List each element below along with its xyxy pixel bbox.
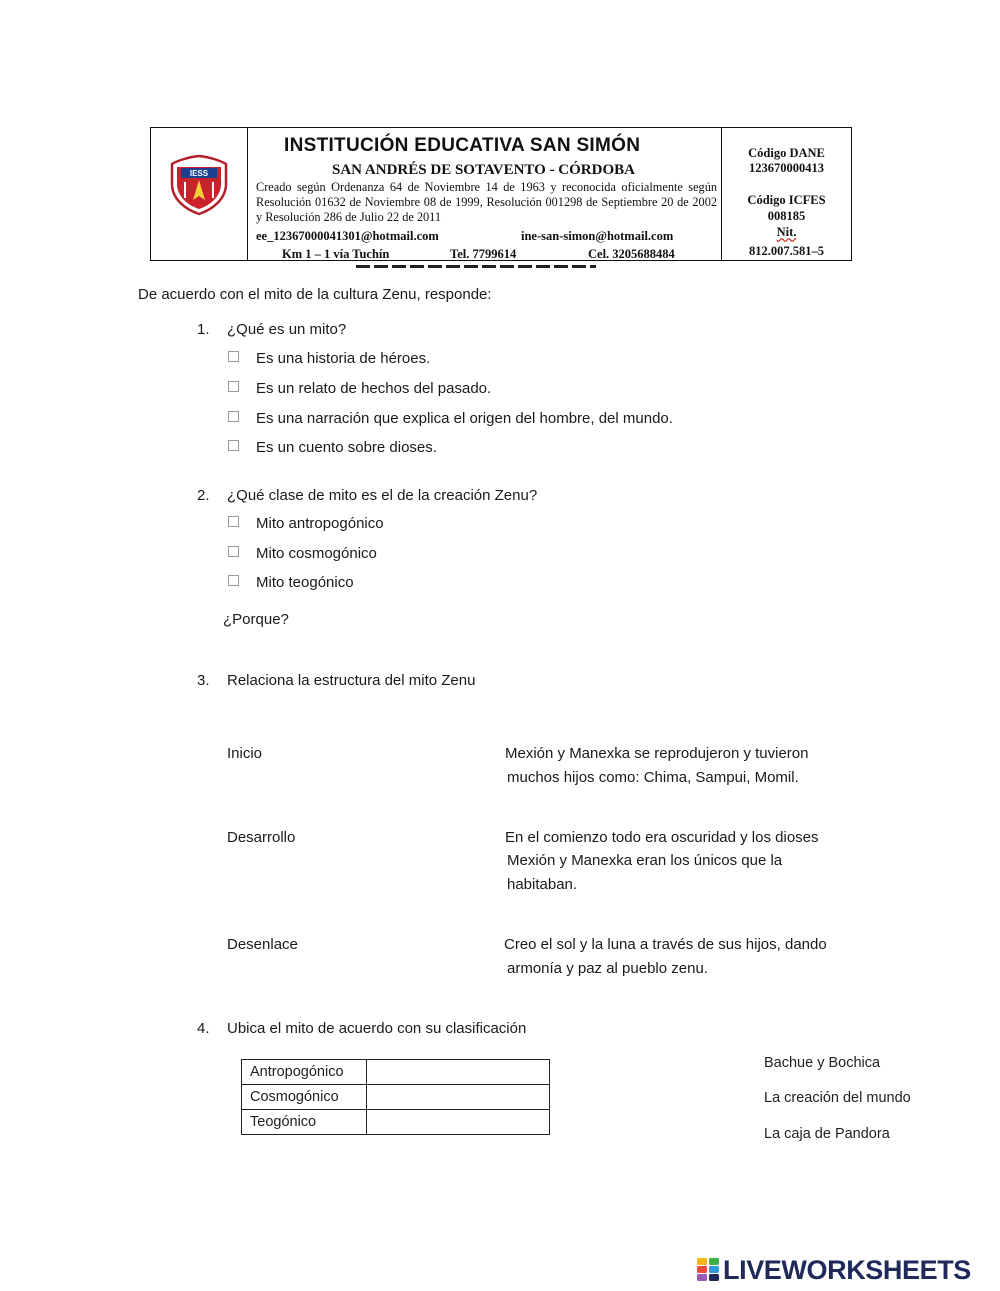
liveworksheets-logo-icon bbox=[697, 1258, 719, 1281]
table-row bbox=[242, 1085, 550, 1110]
q1-option-label: Es un cuento sobre dioses. bbox=[256, 439, 437, 456]
classification-drop-cell[interactable] bbox=[367, 1060, 550, 1085]
q1-option-checkbox[interactable] bbox=[228, 381, 239, 392]
institution-header bbox=[150, 127, 852, 261]
draggable-myth-option[interactable]: La creación del mundo bbox=[764, 1090, 911, 1106]
email-primary: ee_12367000041301@hotmail.com bbox=[256, 229, 439, 243]
q2-option-label: Mito teogónico bbox=[256, 574, 354, 591]
q2-option-label: Mito cosmogónico bbox=[256, 545, 377, 562]
structure-label-desenlace[interactable]: Desenlace bbox=[227, 936, 298, 953]
q2-option-checkbox[interactable] bbox=[228, 546, 239, 557]
q1-option-checkbox[interactable] bbox=[228, 440, 239, 451]
institution-codes bbox=[721, 128, 851, 260]
q1-option-label: Es una narración que explica el origen del hombre, del mundo. bbox=[256, 410, 673, 427]
q3-question: Relaciona la estructura del mito Zenu bbox=[227, 672, 476, 689]
q1-option-checkbox[interactable] bbox=[228, 351, 239, 362]
dane-value: 123670000413 bbox=[749, 161, 824, 175]
brand-wordmark: LIVEWORKSHEETS bbox=[723, 1255, 971, 1285]
q1-option-label: Es un relato de hechos del pasado. bbox=[256, 380, 492, 397]
draggable-myth-option[interactable]: Bachue y Bochica bbox=[764, 1055, 881, 1071]
q2-option-checkbox[interactable] bbox=[228, 575, 239, 586]
institution-info bbox=[248, 128, 721, 260]
structure-label-desarrollo[interactable]: Desarrollo bbox=[227, 829, 296, 846]
structure-label-inicio[interactable]: Inicio bbox=[227, 745, 263, 762]
dane-label: Código DANE bbox=[748, 146, 825, 160]
structure-statement[interactable]: En el comienzo todo era oscuridad y los dioses bbox=[505, 829, 819, 846]
classification-label: Teogónico bbox=[242, 1110, 367, 1135]
classification-label: Cosmogónico bbox=[242, 1085, 367, 1110]
q2-question: ¿Qué clase de mito es el de la creación Zenu? bbox=[227, 487, 538, 504]
classification-drop-cell[interactable] bbox=[367, 1110, 550, 1135]
institution-name: INSTITUCIÓN EDUCATIVA SAN SIMÓN bbox=[284, 135, 641, 156]
q1-question: ¿Qué es un mito? bbox=[227, 321, 347, 338]
logo-cell bbox=[151, 128, 248, 260]
nit-value: 812.007.581–5 bbox=[749, 244, 824, 258]
q2-why-prompt: ¿Porque? bbox=[223, 611, 289, 628]
address: Km 1 – 1 vía Tuchín bbox=[282, 247, 390, 261]
institution-legal-text: Creado según Ordenanza 64 de Noviembre 14 de 1963 y reconocida oficialmente según Resolución 01632 de Noviembre 08 de 1999, Resolución 001298 de Septiembre 20 de 2002 y Resolución 286 de Julio 22 de 2011 bbox=[256, 180, 717, 224]
draggable-myth-option[interactable]: La caja de Pandora bbox=[764, 1126, 890, 1142]
instructions-intro: De acuerdo con el mito de la cultura Zenu, responde: bbox=[138, 286, 492, 303]
icfes-value: 008185 bbox=[767, 209, 806, 223]
institution-location: SAN ANDRÉS DE SOTAVENTO - CÓRDOBA bbox=[332, 162, 635, 178]
cellphone: Cel. 3205688484 bbox=[588, 247, 675, 261]
q3-number: 3. bbox=[197, 672, 210, 689]
structure-statement-cont: Mexión y Manexka eran los únicos que la bbox=[507, 852, 783, 869]
q1-number: 1. bbox=[197, 321, 210, 338]
q1-option-label: Es una historia de héroes. bbox=[256, 350, 431, 367]
classification-drop-cell[interactable] bbox=[367, 1085, 550, 1110]
structure-statement-cont: armonía y paz al pueblo zenu. bbox=[507, 960, 708, 977]
q1-option-checkbox[interactable] bbox=[228, 411, 239, 422]
crest-lettering: IESS bbox=[189, 169, 209, 178]
q4-question: Ubica el mito de acuerdo con su clasificación bbox=[227, 1020, 527, 1037]
institution-emails bbox=[256, 229, 717, 244]
email-secondary: ine-san-simon@hotmail.com bbox=[521, 229, 674, 243]
structure-statement-cont: habitaban. bbox=[507, 876, 578, 893]
cropped-title-remnant bbox=[356, 262, 596, 270]
q4-number: 4. bbox=[197, 1020, 210, 1037]
classification-label: Antropogónico bbox=[242, 1060, 367, 1085]
q2-option-checkbox[interactable] bbox=[228, 516, 239, 527]
table-row bbox=[242, 1110, 550, 1135]
structure-statement-cont: muchos hijos como: Chima, Sampui, Momil. bbox=[507, 769, 799, 786]
table-row bbox=[242, 1060, 550, 1085]
structure-statement[interactable]: Creo el sol y la luna a través de sus hijos, dando bbox=[504, 936, 827, 953]
phone: Tel. 7799614 bbox=[450, 247, 517, 261]
q2-number: 2. bbox=[197, 487, 210, 504]
nit-label: Nit. bbox=[776, 225, 797, 239]
structure-statement[interactable]: Mexión y Manexka se reprodujeron y tuvieron bbox=[505, 745, 809, 762]
school-crest-logo bbox=[169, 154, 229, 216]
icfes-label: Código ICFES bbox=[747, 193, 826, 207]
classification-table bbox=[241, 1059, 550, 1135]
q2-option-label: Mito antropogónico bbox=[256, 515, 384, 532]
